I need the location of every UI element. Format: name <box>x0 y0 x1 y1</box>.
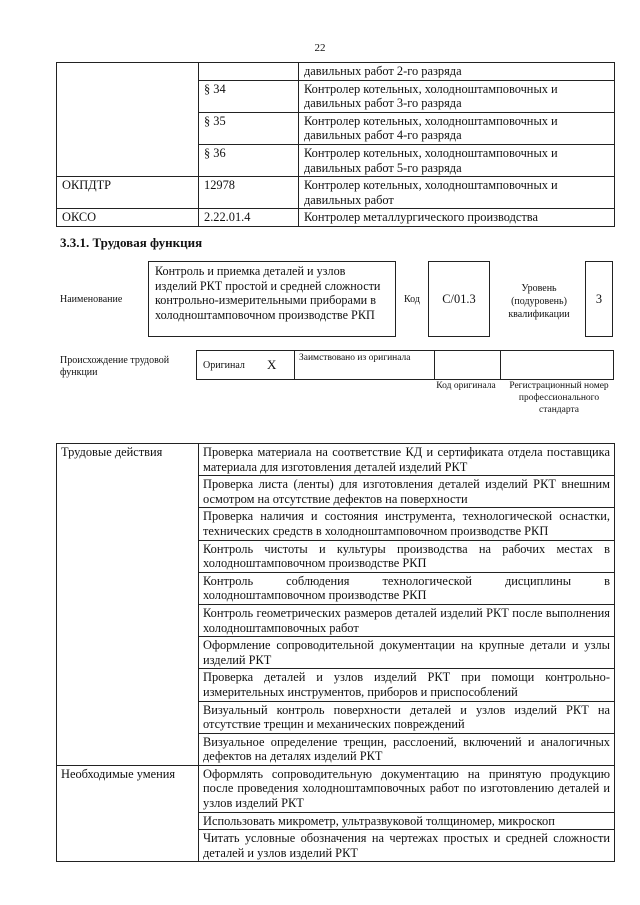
table-cell: давильных работ 2-го разряда <box>299 63 615 81</box>
skill-item: Читать условные обозначения на чертежах простых и средней сложности деталей и узлов изделий РКТ <box>199 830 615 862</box>
activity-item: Контроль соблюдения технологической дисциплины в холодноштамповочном производстве РКП <box>199 572 615 604</box>
table-cell: Контролер котельных, холодноштамповочных и давильных работ 3-го разряда <box>299 80 615 112</box>
name-label: Наименование <box>60 294 123 305</box>
level-label: Уровень (подуровень) квалификации <box>508 283 570 320</box>
table-cell: Контролер котельных, холодноштамповочных и давильных работ 5-го разряда <box>299 144 615 176</box>
activity-item: Контроль геометрических размеров деталей изделий РКТ после выполнения холодноштамповочных работ <box>199 604 615 636</box>
table-cell: Контролер котельных, холодноштамповочных и давильных работ <box>299 177 615 209</box>
table-cell: ОКПДТР <box>57 177 199 209</box>
labor-function-table <box>56 443 615 862</box>
borrowed-label: Заимствовано из оригинала <box>299 353 411 363</box>
table-row <box>57 444 615 476</box>
table-cell: 2.22.01.4 <box>199 209 299 227</box>
code-value-box: С/01.3 <box>428 261 490 337</box>
divider <box>500 350 501 380</box>
code-caption: Код оригинала <box>436 381 496 391</box>
original-label: Оригинал <box>203 360 245 371</box>
table-cell: Контролер котельных, холодноштамповочных и давильных работ 4-го разряда <box>299 112 615 144</box>
activity-item: Оформление сопроводительной документации на крупные детали и узлы изделий РКТ <box>199 637 615 669</box>
section-heading: 3.3.1. Трудовая функция <box>60 235 203 250</box>
table-row <box>57 765 615 812</box>
code-label: Код <box>404 294 420 305</box>
activity-item: Визуальное определение трещин, расслоений, включений и аналогичных дефектов на деталях изделий РКТ <box>199 733 615 765</box>
level-value-box: 3 <box>585 261 613 337</box>
skill-item: Использовать микрометр, ультразвуковой толщиномер, микроскоп <box>199 812 615 830</box>
skills-label: Необходимые умения <box>57 765 199 862</box>
classification-table <box>56 62 615 227</box>
table-row <box>57 63 615 81</box>
table-cell: ОКСО <box>57 209 199 227</box>
table-row <box>57 209 615 227</box>
table-cell <box>57 63 199 177</box>
table-cell <box>199 63 299 81</box>
origin-label: Происхождение трудовой функции <box>60 355 170 378</box>
page-number: 22 <box>314 42 326 54</box>
skill-item: Оформлять сопроводительную документацию на принятую продукцию после проведения холодноштамповочных работ по изготовлению деталей и узлов изделий РКТ <box>199 765 615 812</box>
activity-item: Контроль чистоты и культуры производства на рабочих местах в холодноштамповочном производстве РКП <box>199 540 615 572</box>
table-cell: Контролер металлургического производства <box>299 209 615 227</box>
original-mark: X <box>267 357 277 372</box>
activity-item: Визуальный контроль поверхности деталей и узлов изделий РКТ на отсутствие трещин и механических повреждений <box>199 701 615 733</box>
table-row <box>57 177 615 209</box>
table-cell: § 36 <box>199 144 299 176</box>
activity-item: Проверка материала на соответствие КД и сертификата отдела поставщика материала для изготовления деталей изделий РКТ <box>199 444 615 476</box>
activities-label: Трудовые действия <box>57 444 199 766</box>
divider <box>434 350 435 380</box>
table-cell: § 35 <box>199 112 299 144</box>
activity-item: Проверка наличия и состояния инструмента, технологической оснастки, технических средств в холодноштамповочном производстве РКП <box>199 508 615 540</box>
activity-item: Проверка листа (ленты) для изготовления деталей изделий РКТ внешним осмотром на отсутствие дефектов на поверхности <box>199 476 615 508</box>
origin-row <box>196 350 614 380</box>
divider <box>294 350 295 380</box>
function-name-box: Контроль и приемка деталей и узлов изделий РКТ простой и средней сложности контрольно-измерительными приборами в холодноштамповочном производстве РКП <box>148 261 396 337</box>
table-cell: 12978 <box>199 177 299 209</box>
table-cell: § 34 <box>199 80 299 112</box>
activity-item: Проверка деталей и узлов изделий РКТ при помощи контрольно-измерительных инструментов, приборов и приспособлений <box>199 669 615 701</box>
reg-caption: Регистрационный номер профессионального стандарта <box>509 381 609 415</box>
